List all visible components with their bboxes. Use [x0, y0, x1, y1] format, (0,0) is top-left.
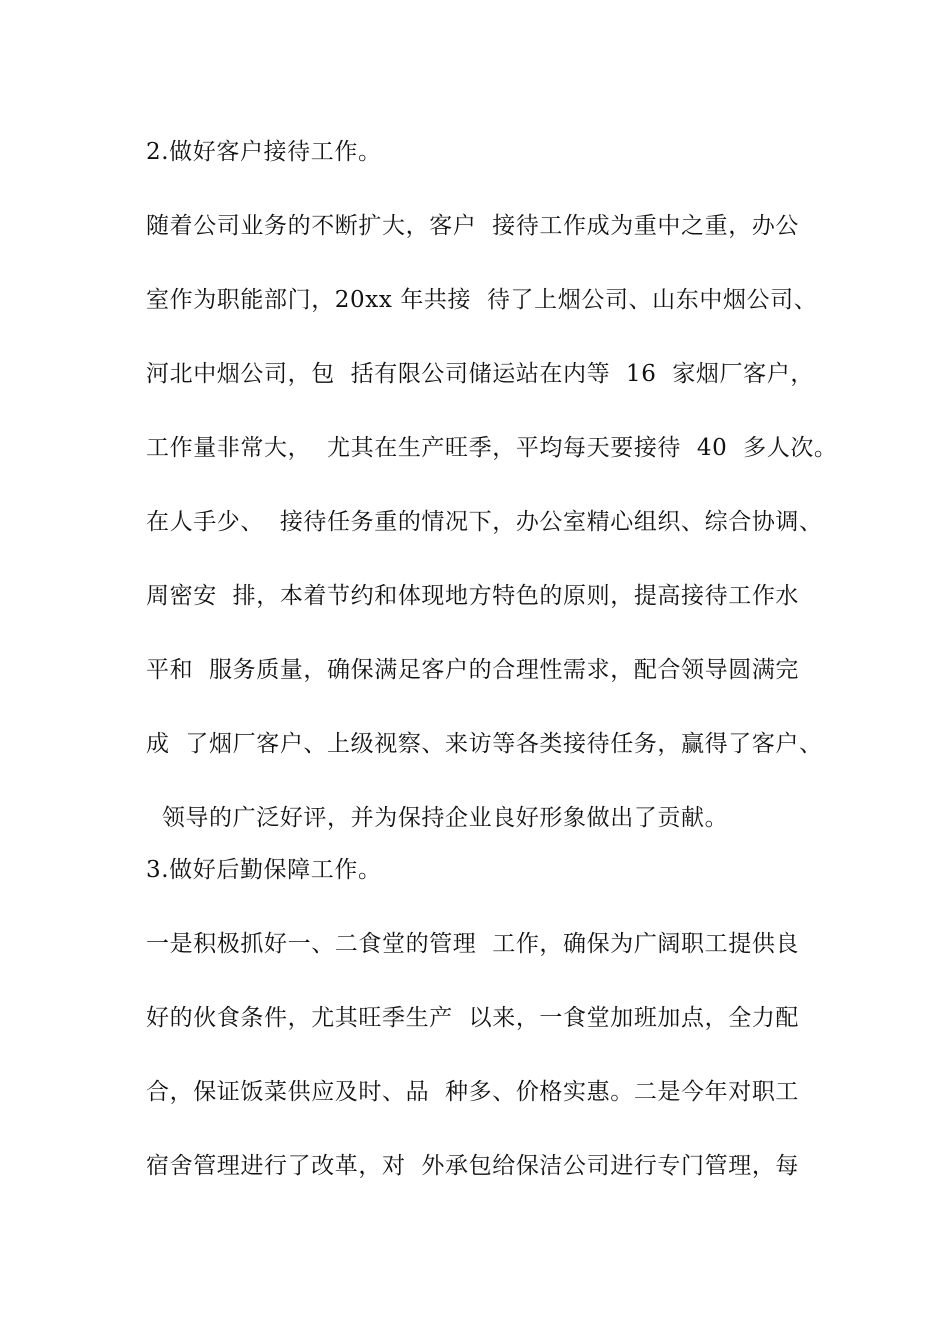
paragraph-line: 河北中烟公司，包 括有限公司储运站在内等 16 家烟厂客户， — [146, 361, 814, 387]
paragraph-line: 领导的广泛好评，并为保持企业良好形象做出了贡献。 — [146, 805, 729, 831]
heading-section-3: 3.做好后勤保障工作。 — [146, 857, 382, 883]
paragraph-line: 成 了烟厂客户、上级视察、来访等各类接待任务，赢得了客户、 — [146, 731, 823, 757]
paragraph-line: 室作为职能部门，20xx 年共接 待了上烟公司、山东中烟公司、 — [146, 287, 818, 313]
paragraph-line: 在人手少、 接待任务重的情况下，办公室精心组织、综合协调、 — [146, 509, 823, 535]
paragraph-line: 合，保证饭菜供应及时、品 种多、价格实惠。二是今年对职工 — [146, 1079, 800, 1105]
paragraph-line: 平和 服务质量，确保满足客户的合理性需求，配合领导圆满完 — [146, 657, 800, 683]
paragraph-line: 工作量非常大， 尤其在生产旺季，平均每天要接待 40 多人次。 — [146, 435, 838, 461]
paragraph-line: 周密安 排，本着节约和体现地方特色的原则，提高接待工作水 — [146, 583, 800, 609]
heading-section-2: 2.做好客户接待工作。 — [146, 139, 382, 165]
paragraph-line: 宿舍管理进行了改革，对 外承包给保洁公司进行专门管理，每 — [146, 1153, 800, 1179]
paragraph-line: 好的伙食条件，尤其旺季生产 以来，一食堂加班加点，全力配 — [146, 1005, 800, 1031]
paragraph-line: 一是积极抓好一、二食堂的管理 工作，确保为广阔职工提供良 — [146, 931, 800, 957]
paragraph-line: 随着公司业务的不断扩大，客户 接待工作成为重中之重，办公 — [146, 213, 800, 239]
